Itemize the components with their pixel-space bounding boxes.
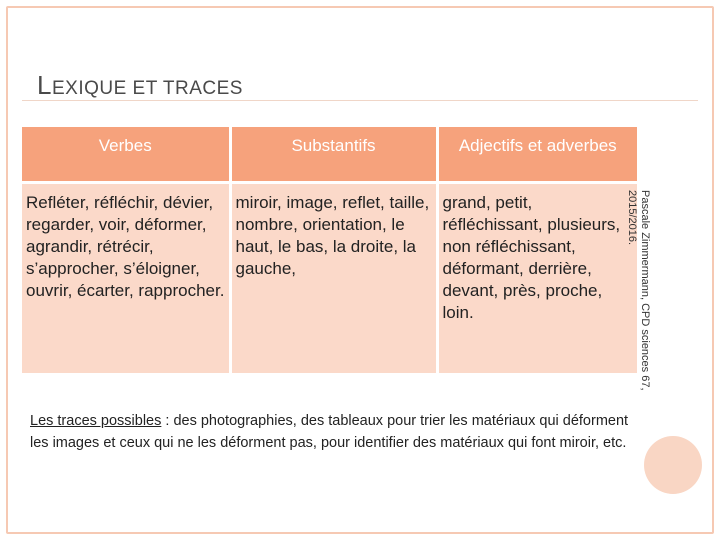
decorative-circle bbox=[644, 436, 702, 494]
traces-label: Les traces possibles bbox=[30, 413, 162, 429]
table-row bbox=[22, 182, 637, 373]
cell-adjectifs-adverbes: grand, petit, réfléchissant, plusieurs, non réfléchissant, déformant, derrière, devant, près, proche, loin. bbox=[437, 182, 637, 373]
table-header-row bbox=[22, 127, 637, 182]
traces-paragraph bbox=[30, 410, 630, 454]
title-divider bbox=[22, 100, 698, 101]
credit-line-1: Pascale Zimmermann, CPD sciences 67, bbox=[639, 190, 651, 391]
slide-title bbox=[37, 70, 243, 101]
header-adjectifs-adverbes: Adjectifs et adverbes bbox=[437, 127, 637, 182]
header-substantifs: Substantifs bbox=[230, 127, 437, 182]
slide-title-rest: EXIQUE ET TRACES bbox=[51, 78, 243, 99]
credit-text bbox=[625, 190, 651, 410]
lexique-table bbox=[22, 127, 637, 373]
cell-substantifs: miroir, image, reflet, taille, nombre, orientation, le haut, le bas, la droite, la gauche, bbox=[230, 182, 437, 373]
cell-verbes: Refléter, réfléchir, dévier, regarder, voir, déformer, agrandir, rétrécir, s’approcher, s’éloigner, ouvrir, écarter, rapprocher. bbox=[22, 182, 230, 373]
traces-text: : des photographies, des tableaux pour trier les matériaux qui déforment les images et ceux qui ne les déforment pas, pour identifier des matériaux qui font miroir, etc. bbox=[30, 413, 629, 451]
slide-title-initial: L bbox=[37, 70, 52, 100]
header-verbes: Verbes bbox=[22, 127, 230, 182]
credit-line-2: 2015/2016. bbox=[626, 190, 638, 246]
